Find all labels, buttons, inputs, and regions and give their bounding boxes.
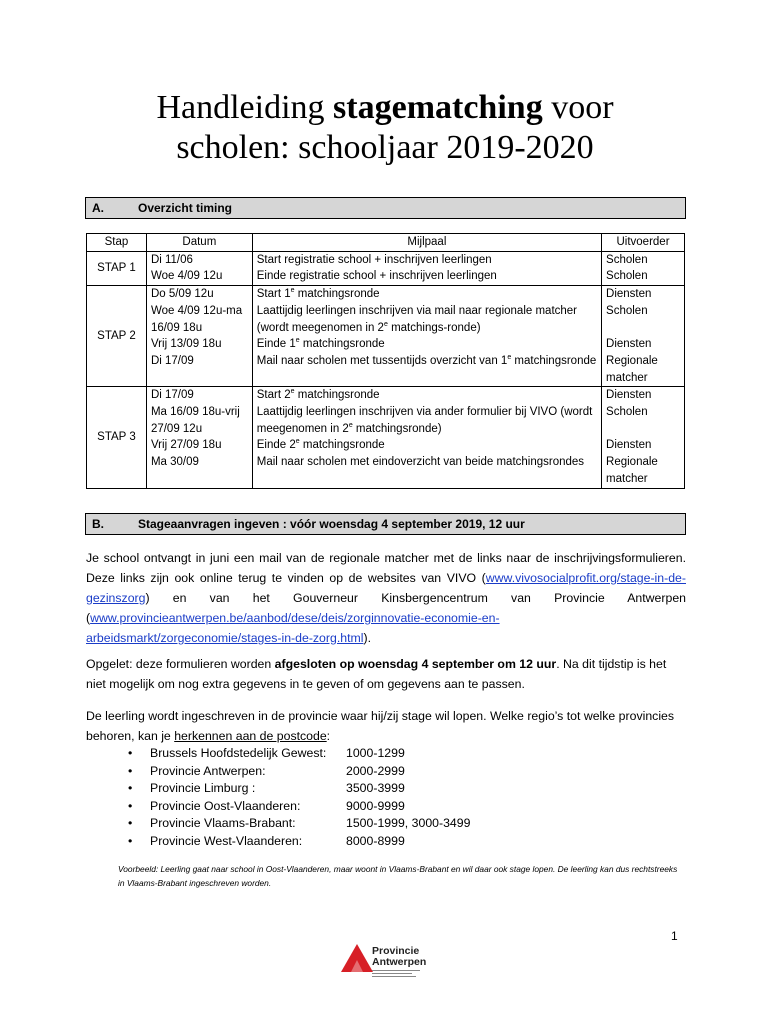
row-datum: Ma 16/09 18u-vrij 27/09 12u bbox=[146, 404, 252, 437]
row-uitvoerder: Diensten bbox=[602, 387, 685, 404]
row-mijlpaal: Start registratie school + inschrijven leerlingen bbox=[252, 251, 601, 268]
row-datum: Di 17/09 bbox=[146, 353, 252, 387]
row-datum: Do 5/09 12u bbox=[146, 286, 252, 303]
list-item: • Provincie Limburg : 3500-3999 bbox=[140, 780, 470, 798]
stap-3-label: STAP 3 bbox=[87, 387, 147, 488]
stap-1-label: STAP 1 bbox=[87, 251, 147, 285]
table-row bbox=[87, 404, 685, 437]
table-row bbox=[87, 353, 685, 387]
list-item: • Provincie Oost-Vlaanderen: 9000-9999 bbox=[140, 798, 470, 816]
row-uitvoerder: Regionale matcher bbox=[602, 353, 685, 387]
provincie-link[interactable]: www.provincieantwerpen.be/aanbod/dese/deis/zorginnovatie-economie-en-arbeidsmarkt/zorgeconomie/stages-in-de-zorg.html bbox=[86, 611, 500, 645]
row-uitvoerder: Diensten bbox=[602, 437, 685, 454]
section-b-letter: B. bbox=[92, 517, 104, 531]
row-uitvoerder: Scholen bbox=[602, 268, 685, 285]
table-row bbox=[87, 387, 685, 404]
example-note: Voorbeeld: Leerling gaat naar school in Oost-Vlaanderen, maar woont in Vlaams-Brabant en wil daar ook stage lopen. De leerling kan dus rechtstreeks in Vlaams-Brabant ingeschreven worden. bbox=[118, 864, 678, 888]
table-row bbox=[87, 454, 685, 488]
table-row bbox=[87, 251, 685, 268]
row-uitvoerder: Diensten bbox=[602, 336, 685, 353]
list-item: • Provincie Vlaams-Brabant: 1500-1999, 3000-3499 bbox=[140, 815, 470, 833]
section-b-title: Stageaanvragen ingeven : vóór woensdag 4 september 2019, 12 uur bbox=[138, 517, 525, 531]
page-number: 1 bbox=[671, 929, 678, 943]
logo-text: Provincie Antwerpen bbox=[372, 945, 427, 968]
row-uitvoerder: Diensten bbox=[602, 286, 685, 303]
row-datum: Woe 4/09 12u bbox=[146, 268, 252, 285]
section-a-letter: A. bbox=[92, 201, 104, 215]
row-mijlpaal: Laattijdig leerlingen inschrijven via ander formulier bij VIVO (wordt meegenomen in 2e matchingsronde) bbox=[252, 404, 601, 437]
row-uitvoerder: Scholen bbox=[602, 251, 685, 268]
table-row bbox=[87, 303, 685, 336]
section-a-header bbox=[85, 197, 686, 219]
row-uitvoerder: Regionale matcher bbox=[602, 454, 685, 488]
vivo-link[interactable]: www.vivosocialprofit.org/stage-in-de-gezinszorg bbox=[86, 571, 686, 605]
row-uitvoerder: Scholen bbox=[602, 404, 685, 437]
table-row bbox=[87, 336, 685, 353]
row-datum: Ma 30/09 bbox=[146, 454, 252, 488]
table-row bbox=[87, 437, 685, 454]
logo-subtext-icon bbox=[372, 969, 432, 979]
table-header-row bbox=[87, 234, 685, 252]
header-stap: Stap bbox=[87, 234, 147, 252]
row-datum: Woe 4/09 12u-ma 16/09 18u bbox=[146, 303, 252, 336]
row-datum: Di 11/06 bbox=[146, 251, 252, 268]
region-list bbox=[140, 745, 470, 851]
row-mijlpaal: Mail naar scholen met tussentijds overzicht van 1e matchingsronde bbox=[252, 353, 601, 387]
table-row bbox=[87, 286, 685, 303]
row-mijlpaal: Start 1e matchingsronde bbox=[252, 286, 601, 303]
paragraph-intro: Je school ontvangt in juni een mail van de regionale matcher met de links naar de inschrijvingsformulieren. Deze links zijn ook online terug te vinden op de websites van VIVO (www.vivosocialprofit.org/stage-in-de-gezinszorg) en van het Gouverneur Kinsbergencentrum van Provincie Antwerpen (www.provincieantwerpen.be/aanbod/dese/deis/zorginnovatie-economie-en-arbeidsmarkt/zorgeconomie/stages-in-de-zorg.html). bbox=[86, 551, 686, 645]
header-uitvoerder: Uitvoerder bbox=[602, 234, 685, 252]
row-uitvoerder: Scholen bbox=[602, 303, 685, 336]
paragraph-province: De leerling wordt ingeschreven in de provincie waar hij/zij stage wil lopen. Welke regio’s tot welke provincies behoren, kan je herkennen aan de postcode: bbox=[86, 709, 675, 743]
list-item: • Provincie Antwerpen: 2000-2999 bbox=[140, 763, 470, 781]
paragraph-warning: Opgelet: deze formulieren worden afgesloten op woensdag 4 september om 12 uur. Na dit tijdstip is het niet mogelijk om nog extra gegevens in te geven of om gegevens aan te passen. bbox=[86, 657, 667, 691]
stap-2-label: STAP 2 bbox=[87, 286, 147, 387]
row-datum: Vrij 13/09 18u bbox=[146, 336, 252, 353]
row-mijlpaal: Start 2e matchingsronde bbox=[252, 387, 601, 404]
row-mijlpaal: Mail naar scholen met eindoverzicht van beide matchingsrondes bbox=[252, 454, 601, 488]
row-mijlpaal: Laattijdig leerlingen inschrijven via mail naar regionale matcher (wordt meegenomen in 2e matchings-ronde) bbox=[252, 303, 601, 336]
row-datum: Vrij 27/09 18u bbox=[146, 437, 252, 454]
list-item: • Brussels Hoofdstedelijk Gewest: 1000-1299 bbox=[140, 745, 470, 763]
section-a-title: Overzicht timing bbox=[138, 201, 233, 215]
header-datum: Datum bbox=[146, 234, 252, 252]
row-datum: Di 17/09 bbox=[146, 387, 252, 404]
row-mijlpaal: Einde registratie school + inschrijven leerlingen bbox=[252, 268, 601, 285]
section-b-header bbox=[85, 513, 686, 535]
list-item: • Provincie West-Vlaanderen: 8000-8999 bbox=[140, 833, 470, 851]
header-mijlpaal: Mijlpaal bbox=[252, 234, 601, 252]
row-mijlpaal: Einde 2e matchingsronde bbox=[252, 437, 601, 454]
table-row bbox=[87, 268, 685, 285]
row-mijlpaal: Einde 1e matchingsronde bbox=[252, 336, 601, 353]
timing-table bbox=[86, 233, 685, 489]
page-title: Handleiding stagematching voor scholen: schooljaar 2019-2020 bbox=[156, 89, 614, 166]
